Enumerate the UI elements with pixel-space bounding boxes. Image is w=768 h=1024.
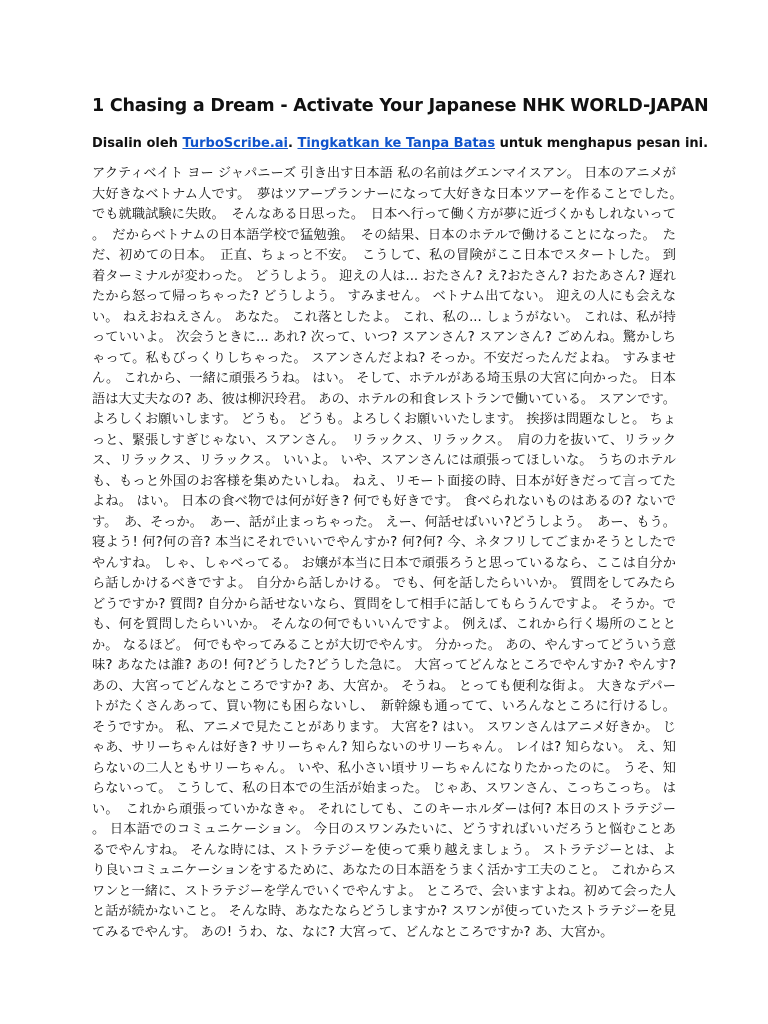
notice-suffix: untuk menghapus pesan ini.: [495, 136, 709, 151]
notice-prefix: Disalin oleh: [92, 136, 183, 151]
document-title: 1 Chasing a Dream - Activate Your Japanese NHK WORLD-JAPAN: [92, 96, 709, 116]
notice-separator: .: [288, 136, 298, 151]
transcript-body: アクティベイト ヨー ジャパニーズ 引き出す日本語 私の名前はグエンマイスアン。 日本のアニメが大好きなベトナム人です。 夢はツアープランナーになって大好きな日本ツアーを作ることでした。 でも就職試験に失敗。 そんなある日思った。 日本へ行って働く方が夢に近づくかもしれないって。 だからベトナムの日本語学校で猛勉強。 その結果、日本のホテルで働けることになった。 ただ、初めての日本。 正直、ちょっと不安。 こうして、私の冒険がここ日本でスタートした。 到着ターミナルが変わった。 どうしよう。 迎えの人は... おたさん? え?おたさん? おたあさん? 遅れたから怒って帰っちゃった? どうしよう。 すみません。 ベトナム出てない。 迎えの人にも会えない。 ねえおねえさん。 あなた。 これ落としたよ。 これ、私の... しょうがない。 これは、私が持っていいよ。 次会うときに... あれ? 次って、いつ? スアンさん? スアンさん? ごめんね。驚かしちゃって。私もびっくりしちゃった。 スアンさんだよね? そっか。不安だったんだよね。 すみません。 これから、一緒に頑張ろうね。 はい。 そして、ホテルがある埼玉県の大宮に向かった。 日本語は大丈夫なの? あ、彼は柳沢玲君。 あの、ホテルの和食レストランで働いている。 スアンです。 よろしくお願いします。 どうも。 どうも。よろしくお願いいたします。 挨拶は問題なしと。 ちょっと、緊張しすぎじゃない、スアンさん。 リラックス、リラックス。 肩の力を抜いて、リラックス、リラックス、リラックス。 いいよ。 いや、スアンさんには頑張ってほしいな。 うちのホテルも、もっと外国のお客様を集めたいしね。 ねえ、リモート面接の時、日本が好きだって言ってたよね。 はい。 日本の食べ物では何が好き? 何でも好きです。 食べられないものはあるの? ないです。 あ、そっか。 あー、話が止まっちゃった。 えー、何話せばいい?どうしよう。 あー、もう。寝よう! 何?何の音? 本当にそれでいいでやんすか? 何?何? 今、ネタフリしてごまかそうとしたでやんすね。 しゃ、しゃべってる。 お嬢が本当に日本で頑張ろうと思っているなら、ここは自分から話しかけるべきですよ。 自分から話しかける。 でも、何を話したらいいか。 質問をしてみたらどうですか? 質問? 自分から話せないなら、質問をして相手に話してもらうんですよ。 そうか。でも、何を質問したらいいか。 そんなの何でもいいんですよ。 例えば、これから行く場所のこととか。 なるほど。 何でもやってみることが大切でやんす。 分かった。 あの、やんすってどういう意味? あなたは誰? あの! 何?どうした?どうした急に。 大宮ってどんなところでやんすか? やんす? あの、大宮ってどんなところですか? あ、大宮か。 そうね。 とっても便利な街よ。 大きなデパートがたくさんあって、買い物にも困らないし、 新幹線も通ってて、いろんなところに行けるし。 そうですか。 私、アニメで見たことがあります。 大宮を? はい。 スワンさんはアニメ好きか。 じゃあ、サリーちゃんは好き? サリーちゃん? 知らないのサリーちゃん。 レイは? 知らない。 え、知らないの二人ともサリーちゃん。 いや、私小さい頃サリーちゃんになりたかったのに。 うそ、知らないって。 こうして、私の日本での生活が始まった。 じゃあ、スワンさん、こっちこっち。 はい。 これから頑張っていかなきゃ。 それにしても、このキーホルダーは何? 本日のストラテジー。 日本語でのコミュニケーション。 今日のスワンみたいに、どうすればいいだろうと悩むことあるでやんすね。 そんな時には、ストラテジーを使って乗り越えましょう。 ストラテジーとは、より良いコミュニケーションをするために、あなたの日本語をうまく活かす工夫のこと。 これからスワンと一緒に、ストラテジーを学んでいくでやんすよ。 ところで、会いますよね。初めて会った人と話が続かないこと。 そんな時、あなたならどうしますか? スワンが使っていたストラテジーを見てみるでやんす。 あの! うわ、な、なに? 大宮って、どんなところですか? あ、大宮か。: [92, 166, 690, 940]
transcription-notice: [92, 135, 709, 153]
turboscribe-link[interactable]: TurboScribe.ai: [182, 136, 289, 151]
upgrade-unlimited-link[interactable]: Tingkatkan ke Tanpa Batas: [297, 136, 496, 151]
